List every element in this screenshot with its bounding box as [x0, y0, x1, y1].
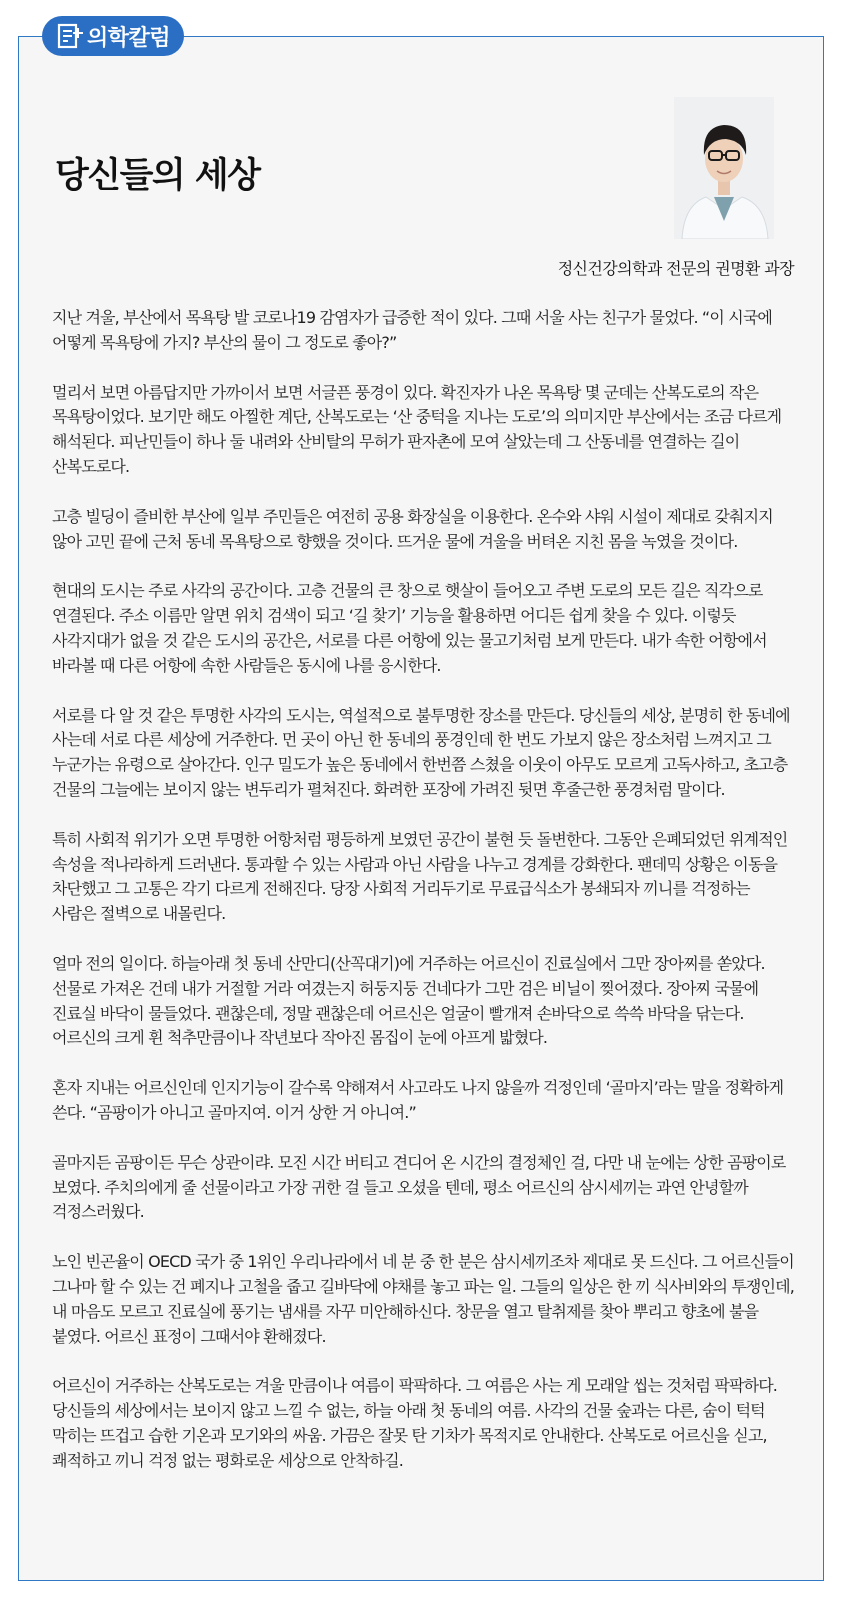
body-paragraph: 서로를 다 알 것 같은 투명한 사각의 도시는, 역설적으로 불투명한 장소를 만든다. 당신들의 세상, 분명히 한 동네에 사는데 서로 다른 세상에 거주한다. 먼 곳이 아닌 한 동네의 풍경인데 한 번도 가보지 않은 장소처럼 느껴지고 그 누군가는 유령으로 살아간다. 인구 밀도가 높은 동네에서 한번쯤 스쳤을 이웃이 아무도 모르게 고독사하고, 초고층 건물의 그늘에는 보이지 않는 변두리가 펼쳐진다. 화려한 포장에 가려진 뒷면 후줄근한 풍경처럼 말이다.: [52, 705, 790, 799]
body-paragraph: 고층 빌딩이 즐비한 부산에 일부 주민들은 여전히 공용 화장실을 이용한다. 온수와 샤워 시설이 제대로 갖춰지지 않아 고민 끝에 근처 동네 목욕탕으로 향했을 것이다. 뜨거운 물에 겨울을 버텨온 지친 몸을 녹였을 것이다.: [52, 506, 773, 551]
author-byline: 정신건강의학과 전문의 권명환 과장: [557, 259, 794, 278]
body-paragraph: 골마지든 곰팡이든 무슨 상관이랴. 모진 시간 버티고 견디어 온 시간의 결정체인 걸, 다만 내 눈에는 상한 곰팡이로 보였다. 주치의에게 줄 선물이라고 가장 귀한 걸 들고 오셨을 텐데, 평소 어르신의 삼시세끼는 과연 안녕할까 걱정스러웠다.: [52, 1152, 786, 1222]
body-paragraph: 얼마 전의 일이다. 하늘아래 첫 동네 산만디(산꼭대기)에 거주하는 어르신이 진료실에서 그만 장아찌를 쏟았다. 선물로 가져온 건데 내가 거절할 거라 여겼는지 허둥지둥 건네다가 그만 검은 비닐이 찢어졌다. 장아찌 국물에 진료실 바닥이 물들었다. 괜찮은데, 정말 괜찮은데 어르신은 얼굴이 빨개져 손바닥으로 쓱쓱 바닥을 닦는다. 어르신의 크게 휜 척추만큼이나 작년보다 작아진 몸집이 눈에 아프게 밟혔다.: [52, 953, 765, 1048]
body-paragraph: 노인 빈곤율이 OECD 국가 중 1위인 우리나라에서 네 분 중 한 분은 삼시세끼조차 제대로 못 드신다. 그 어르신들이 그나마 할 수 있는 건 폐지나 고철을 줍고 길바닥에 야채를 놓고 파는 일. 그들의 일상은 한 끼 식사비와의 투쟁인데, 내 마음도 모르고 진료실에 풍기는 냄새를 자꾸 미안해하신다. 창문을 열고 탈취제를 찾아 뿌리고 향초에 불을 붙였다. 어르신 표정이 그때서야 환해졌다.: [52, 1252, 794, 1346]
badge-label: 의학칼럼: [87, 25, 171, 51]
body-paragraph: 혼자 지내는 어르신인데 인지기능이 갈수록 약해져서 사고라도 나지 않을까 걱정인데 ‘골마지’라는 말을 정확하게 쓴다. “곰팡이가 아니고 골마지여. 이거 상한 거 아니여.”: [52, 1078, 784, 1122]
article-title: 당신들의 세상: [55, 156, 260, 196]
author-photo: [674, 97, 774, 239]
column-badge: [42, 16, 184, 56]
body-paragraph: 특히 사회적 위기가 오면 투명한 어항처럼 평등하게 보였던 공간이 불현 듯 돌변한다. 그동안 은폐되었던 위계적인 속성을 적나라하게 드러낸다. 통과할 수 있는 사람과 아닌 사람을 나누고 경계를 강화한다. 팬데믹 상황은 이동을 차단했고 그 고통은 각기 다르게 전해진다. 당장 사회적 거리두기로 무료급식소가 봉쇄되자 끼니를 걱정하는 사람은 절벽으로 내몰린다.: [52, 829, 788, 924]
author-portrait-icon: [674, 97, 774, 239]
medical-document-icon: [56, 22, 84, 50]
body-paragraph: 지난 겨울, 부산에서 목욕탕 발 코로나19 감염자가 급증한 적이 있다. 그때 서울 사는 친구가 물었다. “이 시국에 어떻게 목욕탕에 가지? 부산의 물이 그 정도로 좋아?”: [52, 308, 773, 352]
article-body: [52, 306, 794, 1498]
body-paragraph: 어르신이 거주하는 산복도로는 겨울 만큼이나 여름이 팍팍하다. 그 여름은 사는 게 모래알 씹는 것처럼 팍팍하다. 당신들의 세상에서는 보이지 않고 느낄 수 없는, 하늘 아래 첫 동네의 여름. 사각의 건물 숲과는 다른, 숨이 턱턱 막히는 뜨겁고 습한 기온과 모기와의 싸움. 가끔은 잘못 탄 기차가 목적지로 안내한다. 산복도로 어르신을 싣고, 쾌적하고 끼니 걱정 없는 평화로운 세상으로 안착하길.: [52, 1376, 778, 1470]
body-paragraph: 멀리서 보면 아름답지만 가까이서 보면 서글픈 풍경이 있다. 확진자가 나온 목욕탕 몇 군데는 산복도로의 작은 목욕탕이었다. 보기만 해도 아찔한 계단, 산복도로는 ‘산 중턱을 지나는 도로’의 의미지만 부산에서는 조금 다르게 해석된다. 피난민들이 하나 둘 내려와 산비탈의 무허가 판자촌에 모여 살았는데 그 산동네를 연결하는 길이 산복도로다.: [52, 382, 782, 476]
body-paragraph: 현대의 도시는 주로 사각의 공간이다. 고층 건물의 큰 창으로 햇살이 들어오고 주변 도로의 모든 길은 직각으로 연결된다. 주소 이름만 알면 위치 검색이 되고 ‘길 찾기’ 기능을 활용하면 어디든 쉽게 찾을 수 있다. 이렇듯 사각지대가 없을 것 같은 도시의 공간은, 서로를 다른 어항에 있는 물고기처럼 보게 만든다. 내가 속한 어항에서 바라볼 때 다른 어항에 속한 사람들은 동시에 나를 응시한다.: [52, 581, 767, 675]
